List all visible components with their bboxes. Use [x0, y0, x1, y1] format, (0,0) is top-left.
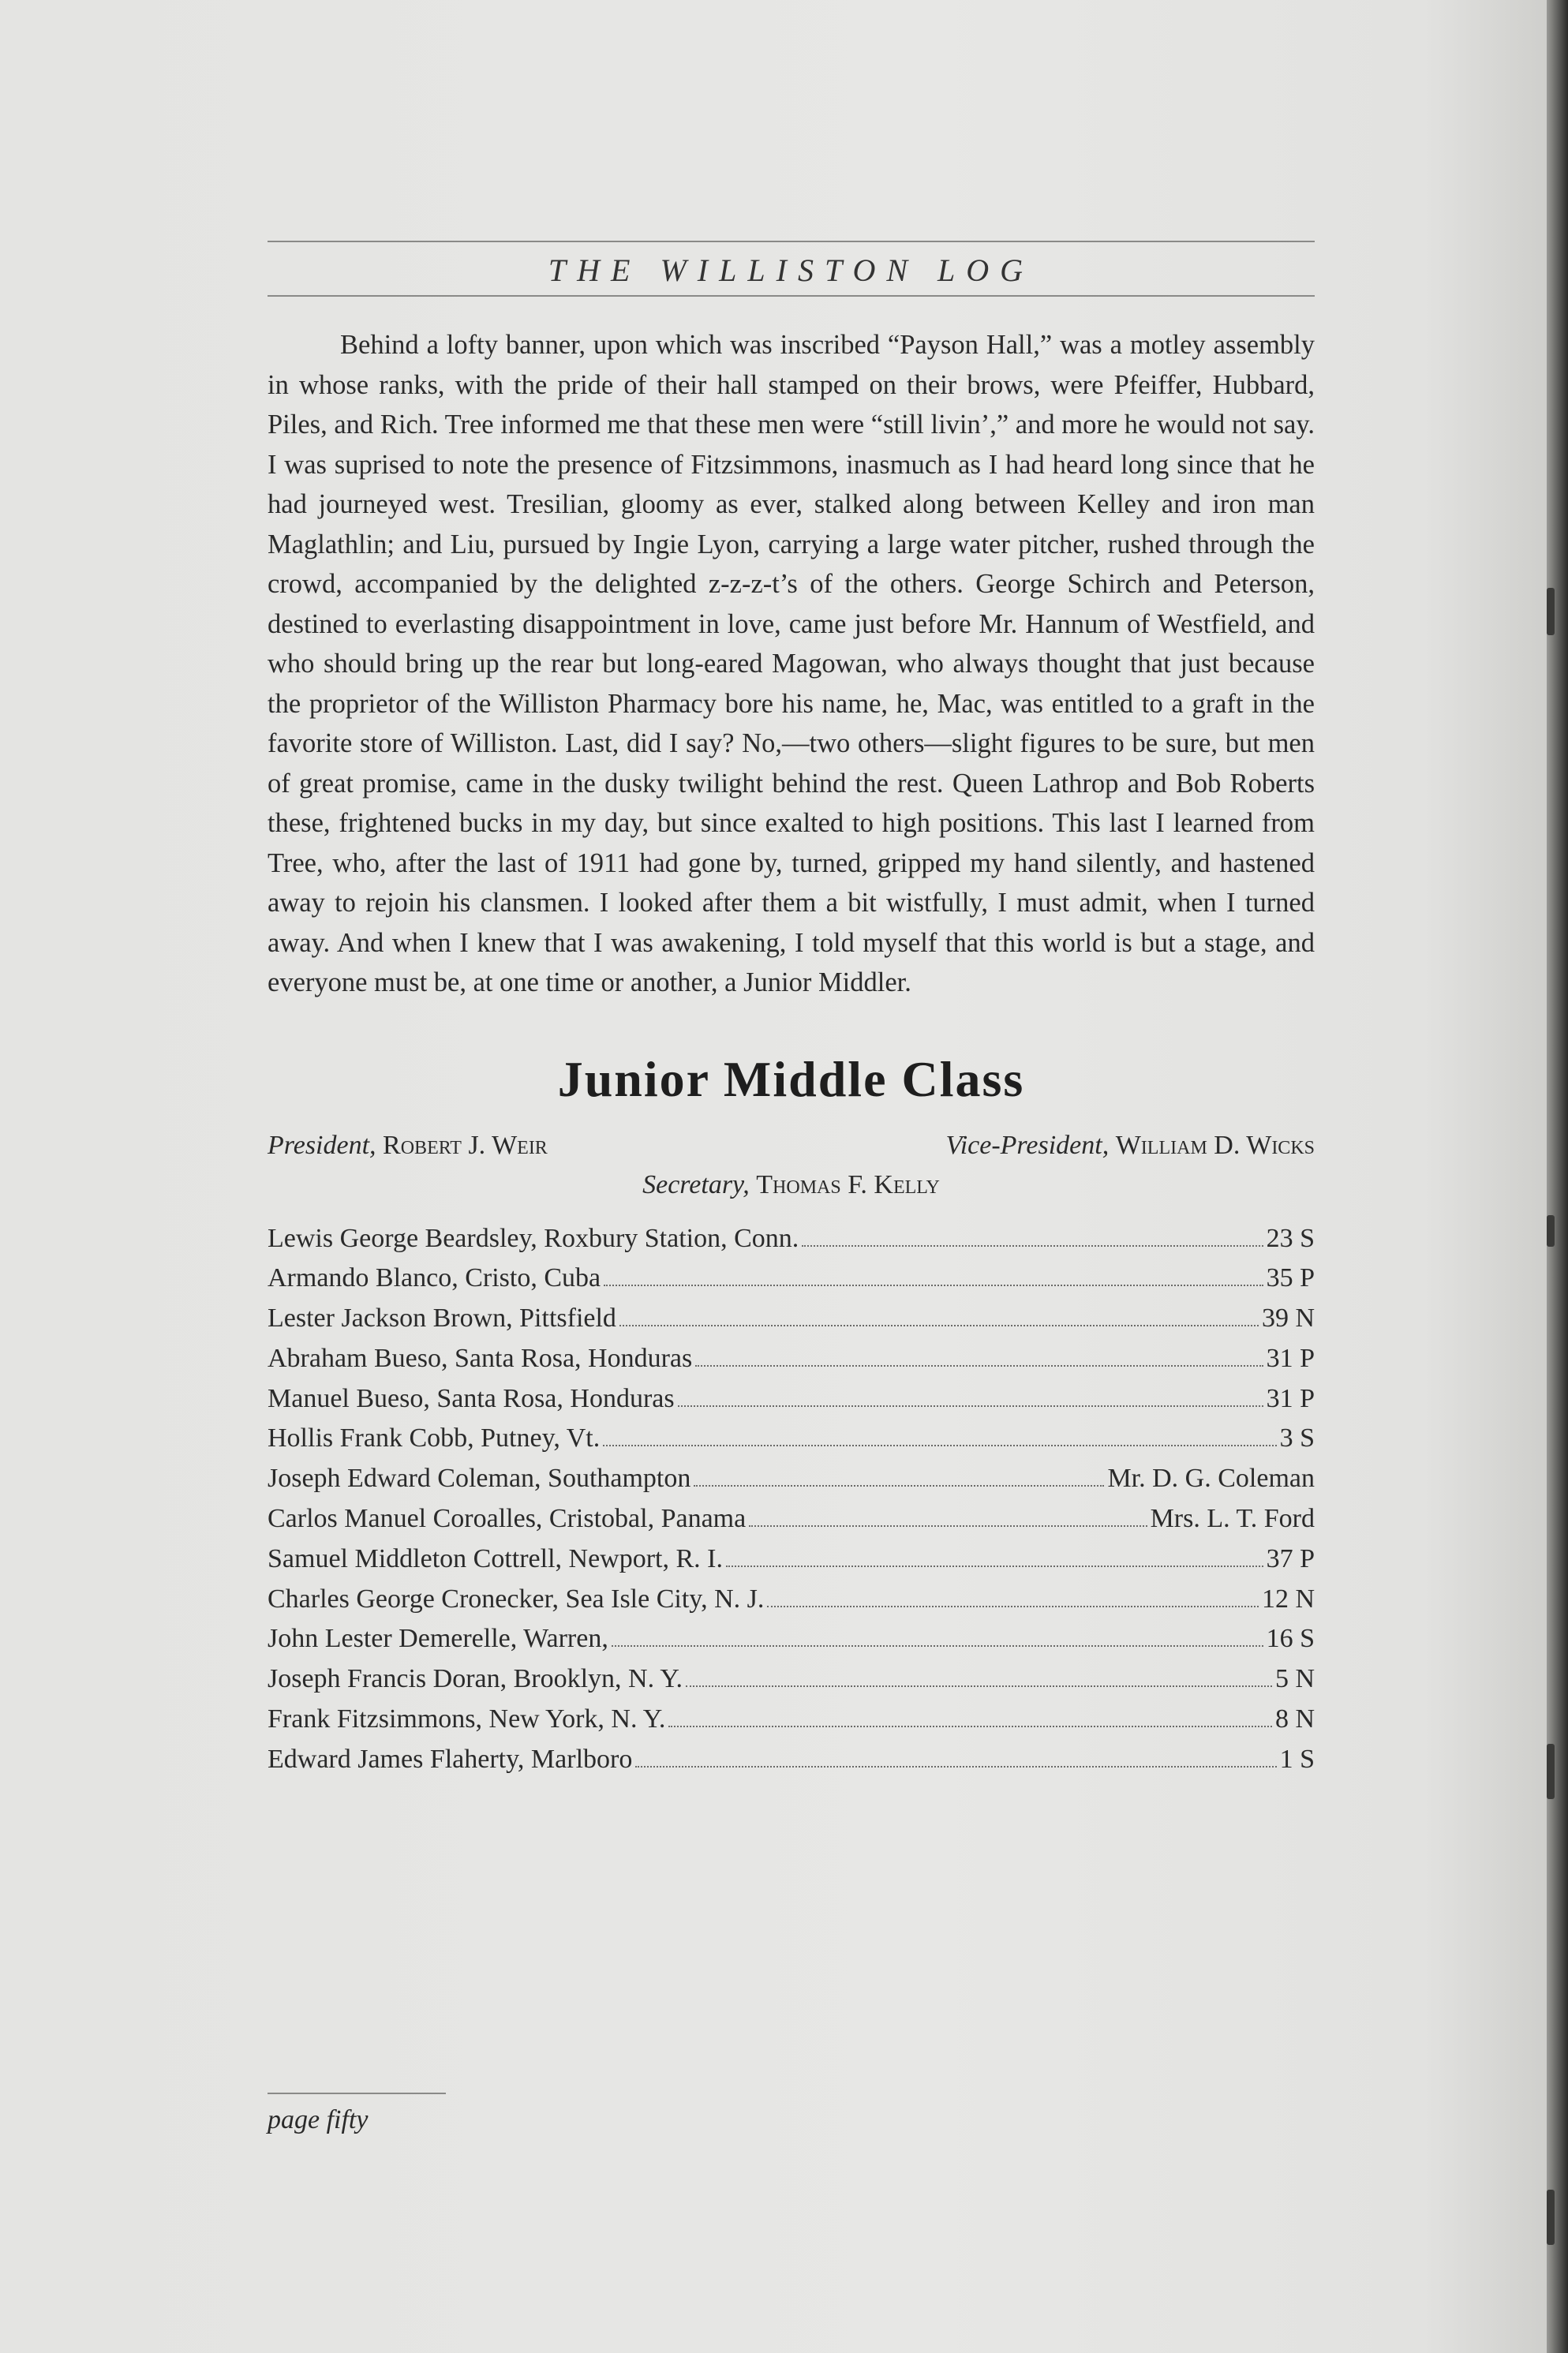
leader-dots	[635, 1766, 1276, 1768]
header-rule-bottom	[268, 295, 1315, 297]
roster-entry	[268, 1344, 1315, 1384]
binding-staple	[1547, 1744, 1555, 1799]
roster-entry	[268, 1664, 1315, 1704]
leader-dots	[678, 1405, 1263, 1407]
student-name: Samuel Middleton Cottrell, Newport, R. I.	[268, 1543, 723, 1573]
vice-president-label: Vice-President,	[945, 1130, 1110, 1160]
student-name: Charles George Cronecker, Sea Isle City, N. J.	[268, 1584, 765, 1614]
student-name: Hollis Frank Cobb, Putney, Vt.	[268, 1423, 601, 1453]
binding-staple	[1547, 588, 1555, 635]
roster-entry	[268, 1745, 1315, 1785]
student-name: Frank Fitzsimmons, New York, N. Y.	[268, 1704, 666, 1734]
student-name: Lewis George Beardsley, Roxbury Station, Conn.	[268, 1223, 799, 1253]
room-value: 31 P	[1266, 1343, 1315, 1373]
room-value: 8 N	[1274, 1704, 1315, 1734]
roster-entry	[268, 1464, 1315, 1504]
room-value: Mr. D. G. Coleman	[1107, 1464, 1315, 1494]
student-name: Joseph Francis Doran, Brooklyn, N. Y.	[268, 1664, 683, 1694]
leader-dots	[695, 1365, 1263, 1367]
president-name: Robert J. Weir	[383, 1130, 548, 1160]
page-content	[268, 241, 1315, 1785]
secretary-name: Thomas F. Kelly	[756, 1169, 940, 1199]
roster-entry	[268, 1504, 1315, 1544]
running-head: THE WILLISTON LOG	[548, 253, 1035, 288]
student-name: Lester Jackson Brown, Pittsfield	[268, 1304, 616, 1334]
secretary	[268, 1165, 1315, 1205]
room-value: 5 N	[1274, 1664, 1315, 1694]
leader-dots	[604, 1285, 1263, 1286]
room-value: 39 N	[1261, 1304, 1315, 1334]
leader-dots	[749, 1525, 1147, 1527]
class-roster	[268, 1224, 1315, 1785]
room-value: Mrs. L. T. Ford	[1150, 1504, 1315, 1534]
roster-entry	[268, 1384, 1315, 1424]
room-value: 23 S	[1266, 1223, 1315, 1253]
room-value: 3 S	[1279, 1423, 1315, 1453]
leader-dots	[694, 1485, 1104, 1487]
roster-entry	[268, 1624, 1315, 1664]
roster-entry	[268, 1704, 1315, 1745]
vice-president-name: William D. Wicks	[1115, 1130, 1315, 1160]
vice-president	[945, 1126, 1315, 1165]
student-name: John Lester Demerelle, Warren,	[268, 1624, 608, 1654]
binding-edge	[1547, 0, 1568, 2353]
class-title: Junior Middle Class	[557, 1050, 1025, 1107]
room-value: 1 S	[1279, 1744, 1315, 1774]
room-value: 31 P	[1266, 1383, 1315, 1413]
page-number: page fifty	[268, 2105, 369, 2134]
student-name: Carlos Manuel Coroalles, Cristobal, Panama	[268, 1504, 747, 1534]
room-value: 35 P	[1266, 1263, 1315, 1293]
roster-entry	[268, 1224, 1315, 1264]
binding-staple	[1547, 2190, 1555, 2245]
president	[268, 1126, 548, 1165]
leader-dots	[686, 1685, 1272, 1687]
student-name: Armando Blanco, Cristo, Cuba	[268, 1263, 601, 1293]
room-value: 16 S	[1266, 1624, 1315, 1654]
leader-dots	[619, 1325, 1259, 1326]
room-value: 12 N	[1261, 1584, 1315, 1614]
student-name: Edward James Flaherty, Marlboro	[268, 1744, 633, 1774]
leader-dots	[767, 1606, 1259, 1607]
leader-dots	[612, 1645, 1263, 1647]
body-paragraph: Behind a lofty banner, upon which was inscribed “Payson Hall,” was a motley assembly in whose ranks, with the pride of their hall stamped on their brows, were Pfeiffer, Hubbard, Piles, and Rich. Tree informed me that these men were “still livin’,” and more he would not say. I was suprised to note the presence of Fitzsimmons, inasmuch as I had heard long since that he had journeyed west. Tresilian, gloomy as ever, stalked along between Kelley and iron man Maglathlin; and Liu, pursued by Ingie Lyon, carrying a large water pitcher, rushed through the crowd, accompanied by the delighted z-z-z-t’s of the others. George Schirch and Peterson, destined to everlasting disappointment in love, came just before Mr. Hannum of Westfield, and who should bring up the rear but long-eared Magowan, who always thought that just because the proprietor of the Williston Pharmacy bore his name, he, Mac, was entitled to a graft in the favorite store of Williston. Last, did I say? No,—two others—slight figures to be sure, but men of great promise, came in the dusky twilight behind the rest. Queen Lathrop and Bob Roberts these, frightened bucks in my day, but since exalted to high positions. This last I learned from Tree, who, after the last of 1911 had gone by, turned, gripped my hand silently, and hastened away to rejoin his clansmen. I looked after them a bit wistfully, I must admit, when I turned away. And when I knew that I was awakening, I told myself that this world is but a stage, and everyone must be, at one time or another, a Junior Middler.	[268, 330, 1315, 997]
page-footer	[268, 2093, 446, 2135]
roster-entry	[268, 1423, 1315, 1464]
leader-dots	[726, 1566, 1263, 1567]
footer-rule	[268, 2093, 446, 2094]
student-name: Manuel Bueso, Santa Rosa, Honduras	[268, 1383, 675, 1413]
roster-entry	[268, 1584, 1315, 1625]
room-value: 37 P	[1266, 1543, 1315, 1573]
binding-staple	[1547, 1215, 1555, 1247]
student-name: Abraham Bueso, Santa Rosa, Honduras	[268, 1343, 693, 1373]
student-name: Joseph Edward Coleman, Southampton	[268, 1464, 691, 1494]
roster-entry	[268, 1263, 1315, 1304]
leader-dots	[603, 1445, 1276, 1446]
officers-block	[268, 1126, 1315, 1205]
secretary-label: Secretary,	[642, 1169, 750, 1199]
leader-dots	[668, 1726, 1272, 1727]
roster-entry	[268, 1304, 1315, 1344]
president-label: President,	[268, 1130, 376, 1160]
roster-entry	[268, 1544, 1315, 1584]
leader-dots	[802, 1245, 1263, 1247]
